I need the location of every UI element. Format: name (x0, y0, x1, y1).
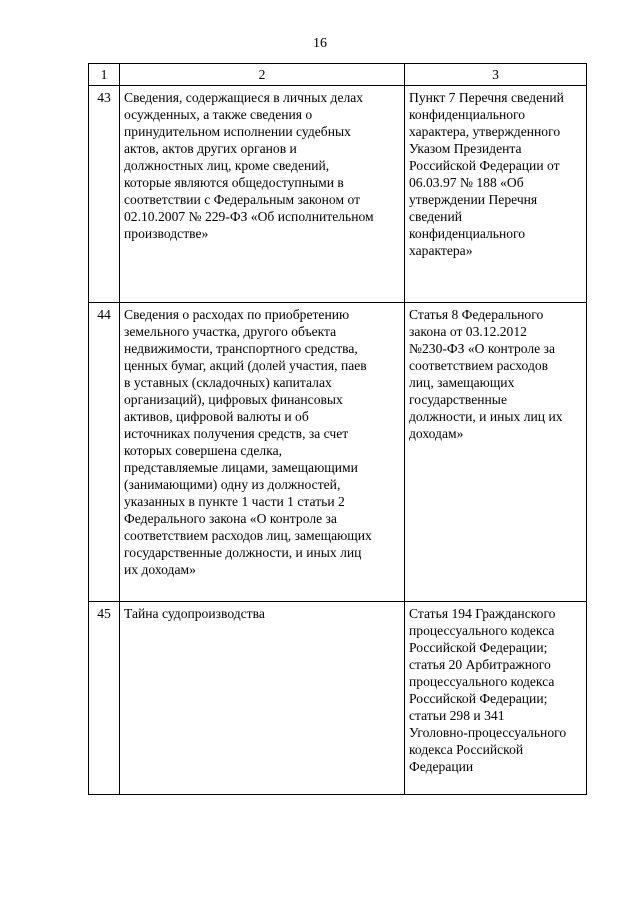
text-line: кодекса Российской (409, 742, 524, 757)
row-legal-source (405, 86, 587, 303)
text-line: конфиденциального (409, 107, 526, 122)
table-row (89, 602, 587, 795)
table-header-row (89, 64, 587, 86)
text-line: №230-ФЗ «О контроле за (409, 341, 555, 356)
text-line: Российской Федерации; (409, 640, 548, 655)
text-line: Уголовно-процессуального (409, 725, 567, 740)
text-line: характера, утвержденного (409, 124, 561, 139)
text-line: сведений (409, 209, 463, 224)
table-row (89, 303, 587, 602)
text-line: актов, актов других органов и (124, 141, 297, 156)
row-legal-source (405, 602, 587, 795)
text-line: Сведения о расходах по приобретению (124, 307, 350, 322)
text-line: недвижимости, транспортного средства, (124, 341, 358, 356)
text-line: Тайна судопроизводства (124, 606, 265, 621)
text-line: Российской Федерации; (409, 691, 548, 706)
row-description (120, 86, 405, 303)
row-legal-source (405, 303, 587, 602)
text-line: соответствием расходов (409, 358, 549, 373)
text-line: характера» (409, 243, 473, 258)
text-line: утверждении Перечня (409, 192, 538, 207)
text-line: Федерации (409, 759, 474, 774)
document-table (88, 63, 587, 795)
row-number: 43 (89, 86, 120, 303)
text-line: в уставных (складочных) капиталах (124, 375, 332, 390)
text-line: Статья 8 Федерального (409, 307, 544, 322)
text-line: процессуального кодекса (409, 623, 555, 638)
text-line: 02.10.2007 № 229-ФЗ «Об исполнительном (124, 209, 374, 224)
text-line: 06.03.97 № 188 «Об (409, 175, 524, 190)
text-line: лиц, замещающих (409, 375, 515, 390)
text-line: указанных в пункте 1 части 1 статьи 2 (124, 494, 345, 509)
text-line: которых совершена сделка, (124, 443, 283, 458)
text-line: которые являются общедоступными в (124, 175, 344, 190)
text-line: организаций), цифровых финансовых (124, 392, 343, 407)
text-line: соответствием расходов лиц, замещающих (124, 528, 372, 543)
text-line: должностных лиц, кроме сведений, (124, 158, 330, 173)
text-line: Пункт 7 Перечня сведений (409, 90, 564, 105)
page-number: 16 (313, 36, 327, 51)
text-line: производстве» (124, 226, 209, 241)
text-line: Российской Федерации от (409, 158, 560, 173)
header-col-2: 2 (120, 64, 405, 86)
row-description (120, 602, 405, 795)
text-line: статья 20 Арбитражного (409, 657, 551, 672)
text-line: процессуального кодекса (409, 674, 555, 689)
text-line: статьи 298 и 341 (409, 708, 505, 723)
text-line: Сведения, содержащиеся в личных делах (124, 90, 364, 105)
text-line: доходам» (409, 426, 464, 441)
text-line: закона от 03.12.2012 (409, 324, 527, 339)
text-line: принудительном исполнении судебных (124, 124, 351, 139)
text-line: государственные должности, и иных лиц (124, 545, 362, 560)
text-line: (занимающими) одну из должностей, (124, 477, 341, 492)
text-line: осужденных, а также сведения о (124, 107, 313, 122)
text-line: источниках получения средств, за счет (124, 426, 349, 441)
text-line: соответствии с Федеральным законом от (124, 192, 361, 207)
text-line: их доходам» (124, 562, 196, 577)
row-number: 45 (89, 602, 120, 795)
text-line: активов, цифровой валюты и об (124, 409, 309, 424)
text-line: Указом Президента (409, 141, 522, 156)
header-col-1: 1 (89, 64, 120, 86)
text-line: Федерального закона «О контроле за (124, 511, 337, 526)
text-line: конфиденциального (409, 226, 526, 241)
row-description (120, 303, 405, 602)
text-line: должности, и иных лиц их (409, 409, 563, 424)
text-line: государственные (409, 392, 507, 407)
text-line: ценных бумаг, акций (долей участия, паев (124, 358, 367, 373)
text-line: представляемые лицами, замещающими (124, 460, 358, 475)
text-line: Статья 194 Гражданского (409, 606, 556, 621)
header-col-3: 3 (405, 64, 587, 86)
row-number: 44 (89, 303, 120, 602)
text-line: земельного участка, другого объекта (124, 324, 337, 339)
table-row (89, 86, 587, 303)
